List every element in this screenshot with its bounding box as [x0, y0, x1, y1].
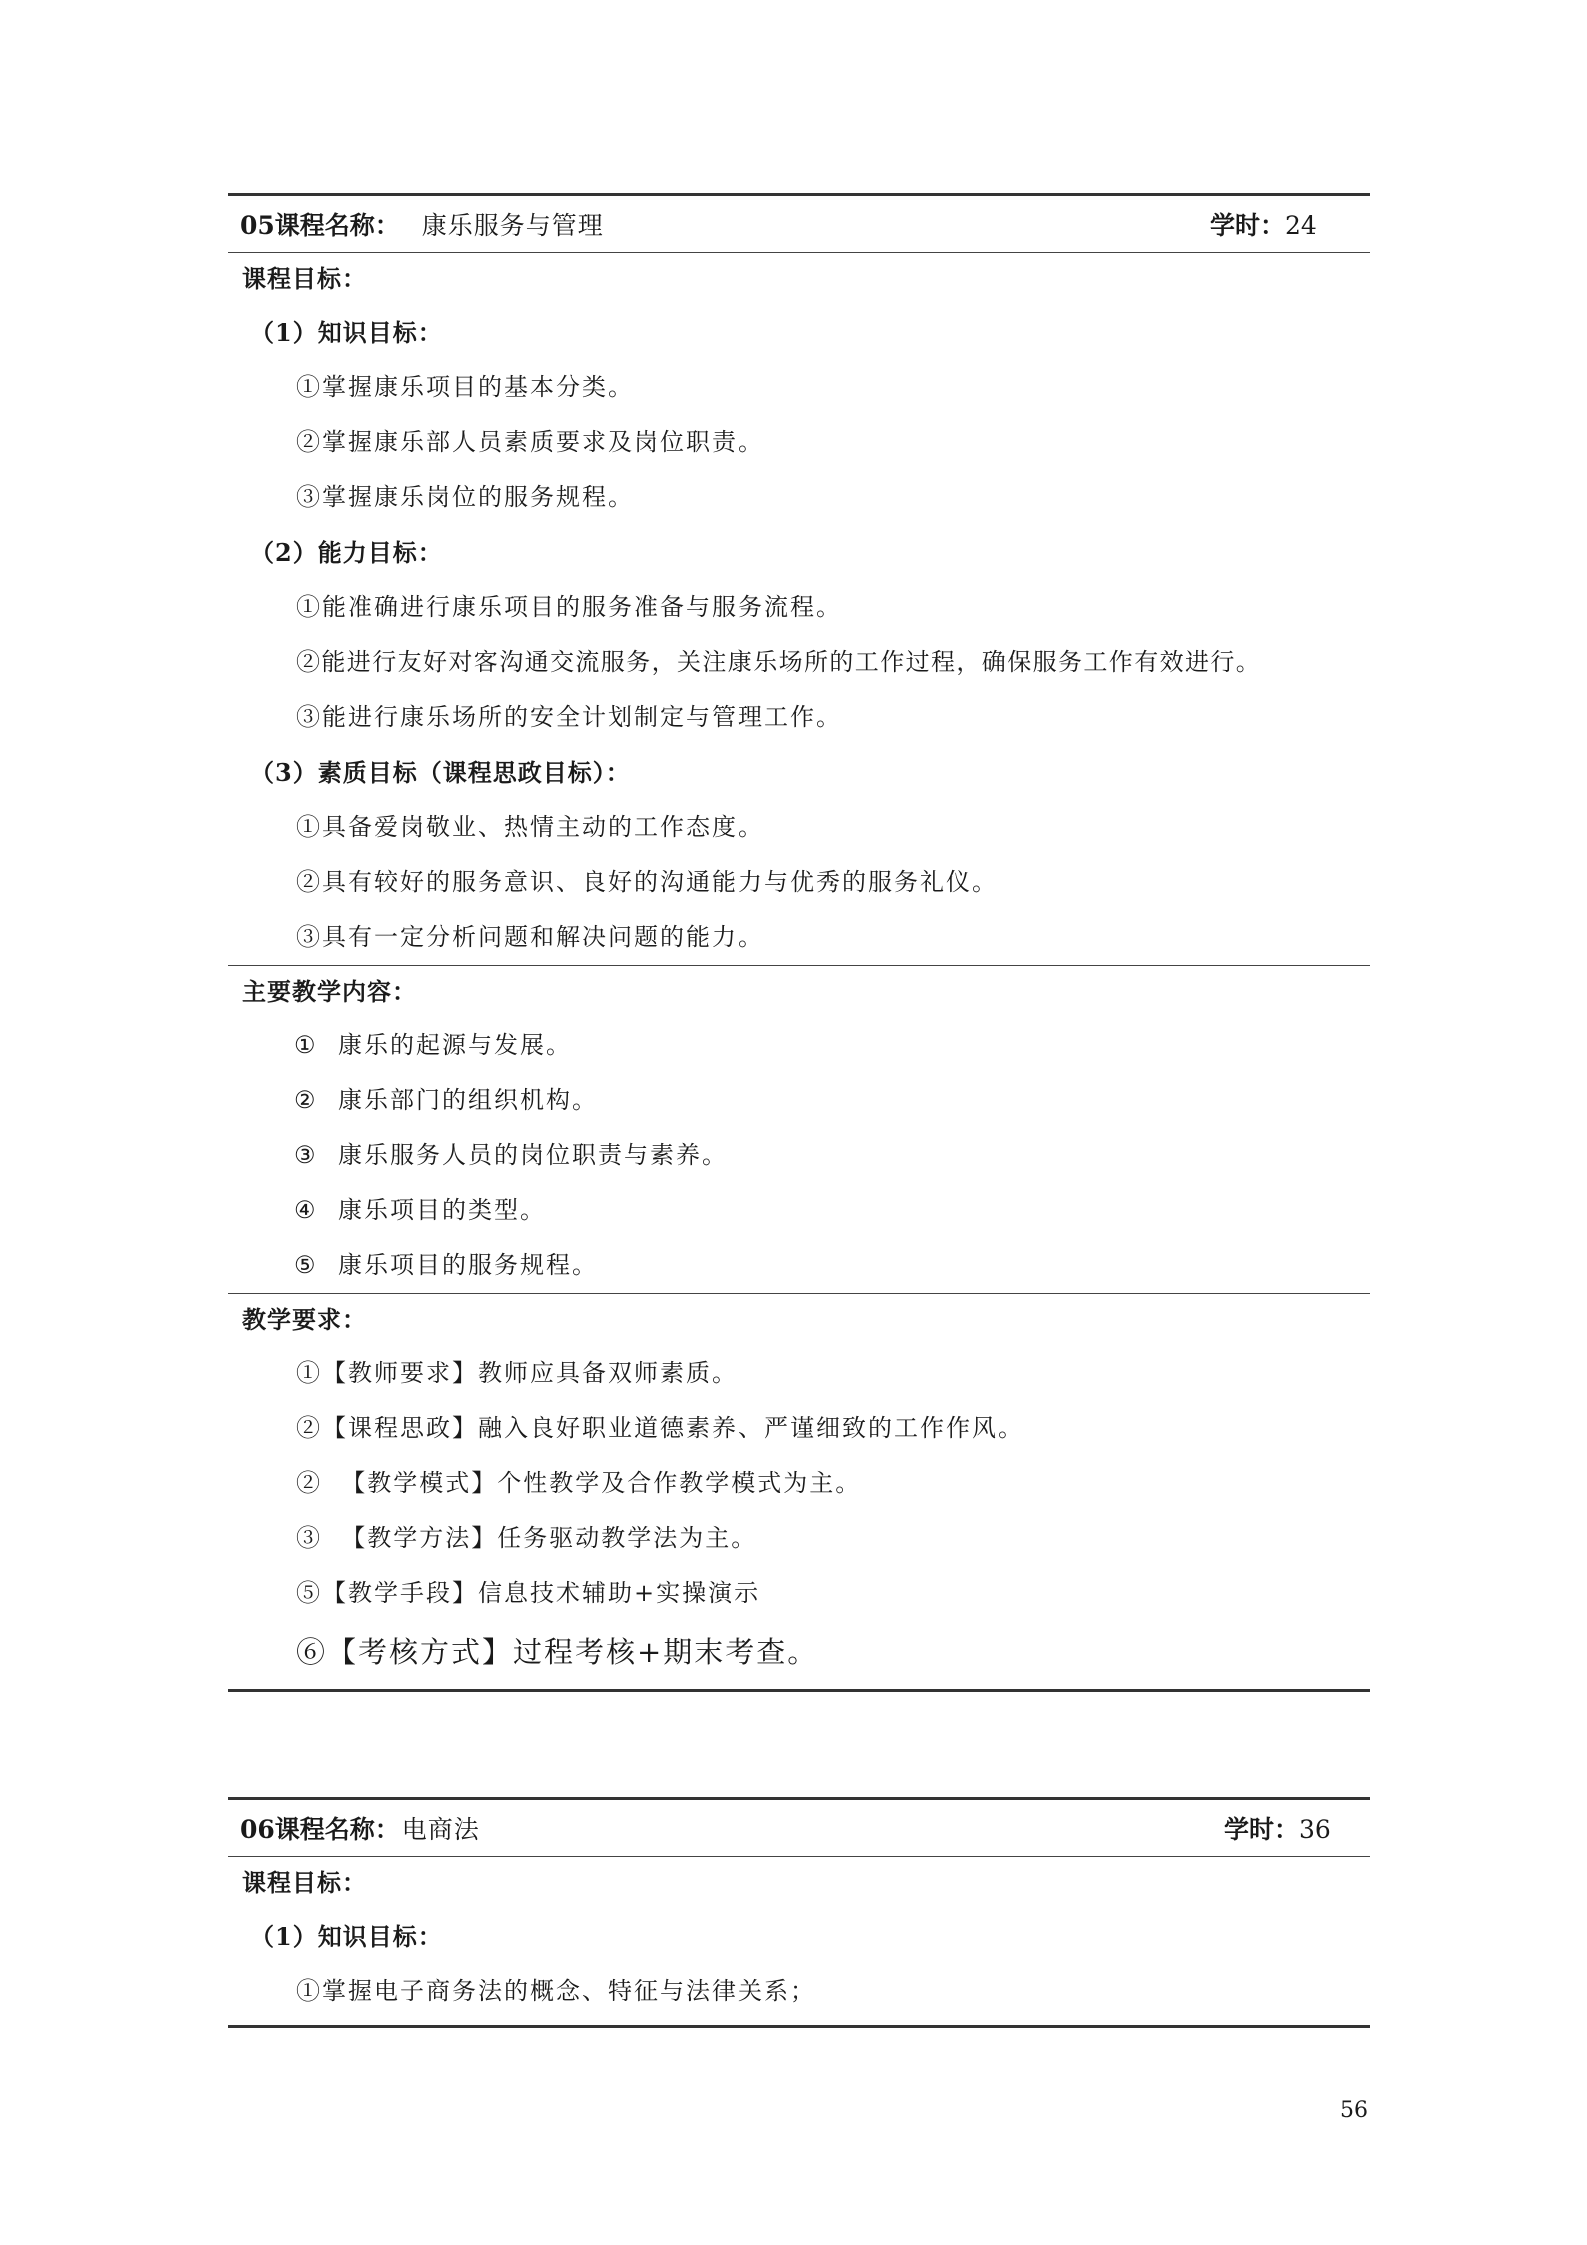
page-number: 56 [1340, 2098, 1368, 2123]
hours-label: 学时： [1224, 1815, 1300, 1844]
item-text: 康乐服务人员的岗位职责与素养。 [338, 1141, 728, 1169]
list-item [228, 1073, 1370, 1128]
content-title: 主要教学内容： [242, 977, 417, 1006]
course-header [228, 1800, 1370, 1856]
item-text: 康乐项目的服务规程。 [338, 1251, 598, 1279]
item-number: ① [294, 1031, 318, 1059]
item-text: 康乐项目的类型。 [338, 1196, 546, 1224]
list-item [228, 1238, 1370, 1293]
requirements-title: 教学要求： [242, 1305, 367, 1334]
list-item [228, 1018, 1370, 1073]
item-number: ③ [294, 1141, 318, 1169]
list-item: ② 【教学模式】个性教学及合作教学模式为主。 [296, 1469, 862, 1497]
knowledge-title: （1）知识目标： [250, 1922, 443, 1951]
course-label: 05课程名称： [240, 211, 400, 240]
list-item: ②能进行友好对客沟通交流服务，关注康乐场所的工作过程，确保服务工作有效进行。 [296, 648, 1262, 676]
list-item: ③具有一定分析问题和解决问题的能力。 [296, 923, 764, 951]
hours-label: 学时： [1210, 211, 1286, 240]
item-number: ⑤ [294, 1251, 318, 1279]
item-text: 康乐的起源与发展。 [338, 1031, 572, 1059]
list-item: ①能准确进行康乐项目的服务准备与服务流程。 [296, 593, 842, 621]
course-06-table [228, 1797, 1370, 2028]
course-header [228, 196, 1370, 252]
course-label: 06课程名称： [240, 1815, 400, 1844]
ability-title: （2）能力目标： [250, 538, 443, 567]
list-item [228, 1183, 1370, 1238]
table-bottom-rule [228, 1689, 1370, 1692]
course-name: 康乐服务与管理 [421, 211, 604, 240]
list-item: ②掌握康乐部人员素质要求及岗位职责。 [296, 428, 764, 456]
hours-value: 36 [1299, 1815, 1331, 1844]
list-item: ①掌握电子商务法的概念、特征与法律关系； [296, 1977, 816, 2005]
list-item: ③掌握康乐岗位的服务规程。 [296, 483, 634, 511]
course-05-table [228, 193, 1370, 1692]
quality-title: （3）素质目标（课程思政目标）： [250, 758, 631, 787]
knowledge-title: （1）知识目标： [250, 318, 443, 347]
list-item: ③能进行康乐场所的安全计划制定与管理工作。 [296, 703, 842, 731]
list-item: ②具有较好的服务意识、良好的沟通能力与优秀的服务礼仪。 [296, 868, 998, 896]
list-item: ①具备爱岗敬业、热情主动的工作态度。 [296, 813, 764, 841]
list-item: ③ 【教学方法】任务驱动教学法为主。 [296, 1524, 758, 1552]
course-name: 电商法 [401, 1815, 480, 1844]
list-item: ①【教师要求】教师应具备双师素质。 [296, 1359, 738, 1387]
hours-value: 24 [1285, 211, 1317, 240]
course-hours [1224, 1810, 1331, 1846]
list-item: ⑥【考核方式】过程考核+期末考查。 [296, 1635, 819, 1669]
list-item: ②【课程思政】融入良好职业道德素养、严谨细致的工作作风。 [296, 1414, 1024, 1442]
item-number: ④ [294, 1196, 318, 1224]
course-hours [1210, 206, 1317, 242]
list-item: ①掌握康乐项目的基本分类。 [296, 373, 634, 401]
objectives-title: 课程目标： [242, 264, 367, 293]
item-text: 康乐部门的组织机构。 [338, 1086, 598, 1114]
item-number: ② [294, 1086, 318, 1114]
list-item [228, 1128, 1370, 1183]
table-bottom-rule [228, 2025, 1370, 2028]
objectives-title: 课程目标： [242, 1868, 367, 1897]
list-item: ⑤【教学手段】信息技术辅助+实操演示 [296, 1579, 761, 1607]
